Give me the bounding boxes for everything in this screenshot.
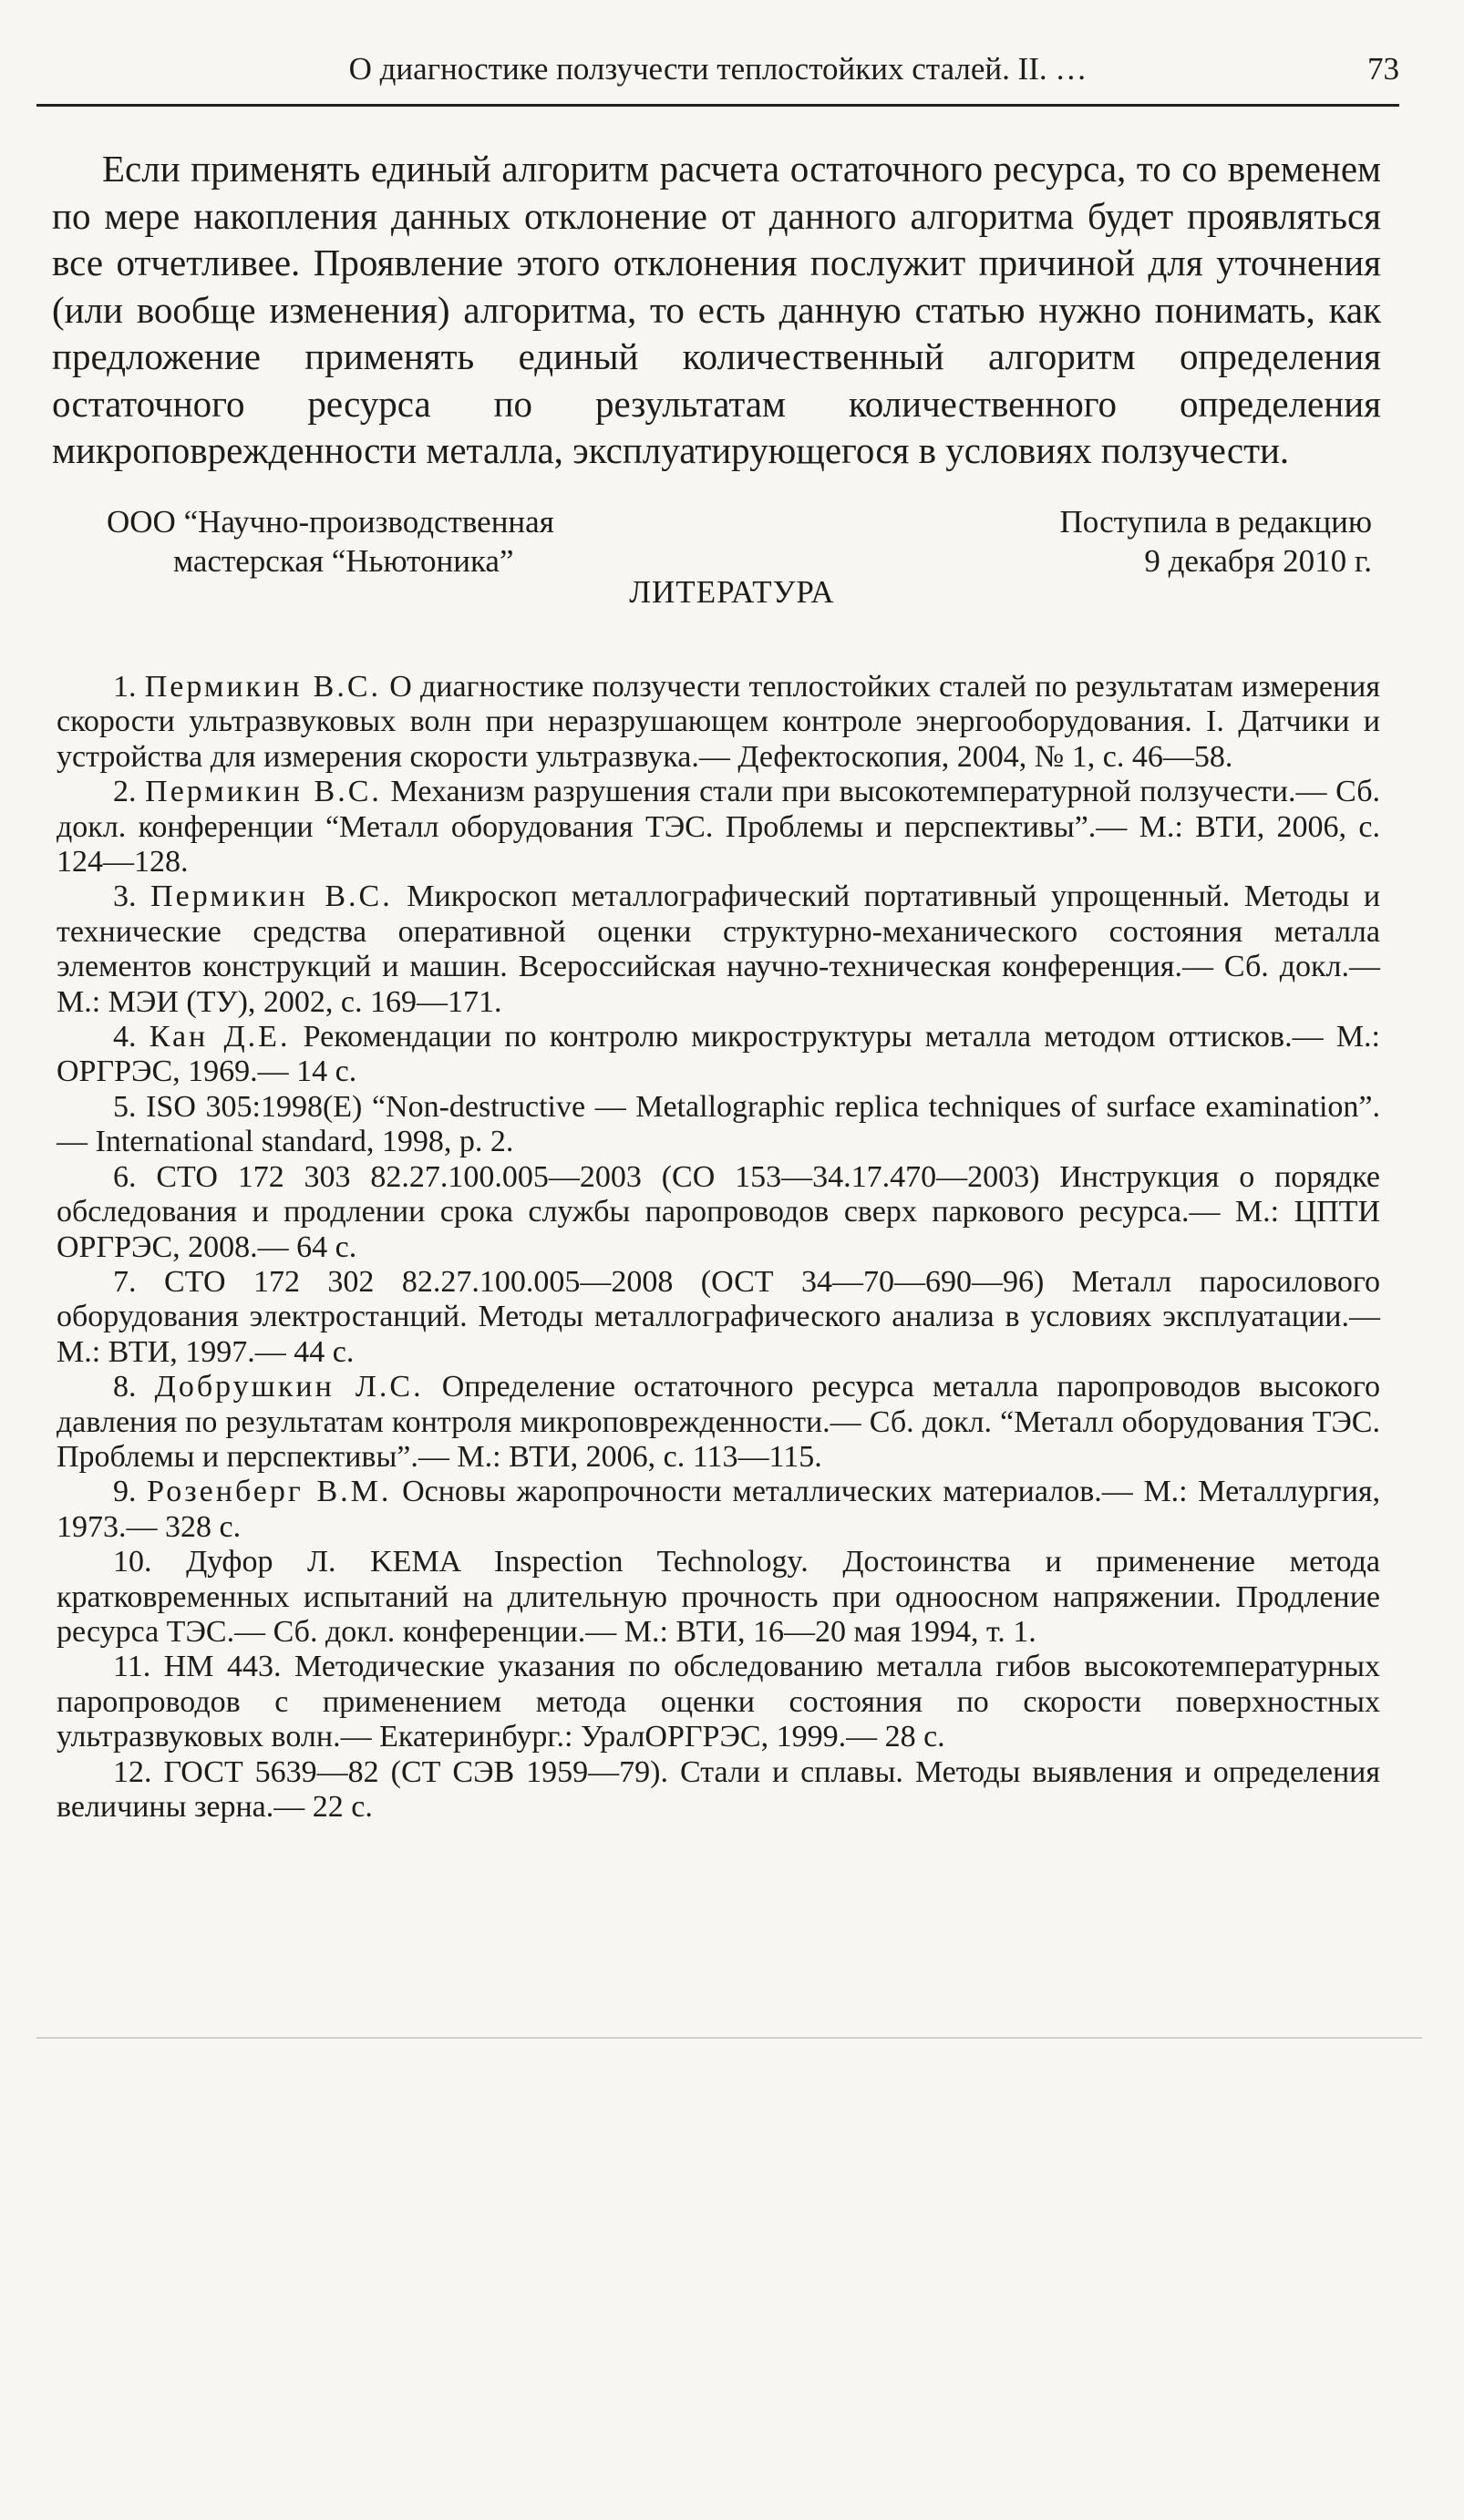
affiliation-line-2: мастерская “Ньютоника” xyxy=(173,543,514,579)
reference-number: 7. xyxy=(113,1264,164,1299)
reference-text: СТО 172 303 82.27.100.005—2003 (СО 153—34.17.470—2003) Инструкция о порядке обследования и продлении срока службы паропроводов сверх паркового ресурса.— М.: ЦПТИ ОРГРЭС, 2008.— 64 с. xyxy=(57,1159,1380,1264)
reference-list xyxy=(57,670,1380,1825)
reference-text: Дуфор Л. KEMA Inspection Technology. Достоинства и применение метода кратковременных испытаний на длительную прочность при одноосном напряжении. Продление ресурса ТЭС.— Сб. докл. конференции.— М.: ВТИ, 16—20 мая 1994, т. 1. xyxy=(57,1545,1380,1649)
reference-number: 5. xyxy=(113,1089,147,1124)
reference-item xyxy=(57,1475,1380,1545)
page-number: 73 xyxy=(1367,51,1399,87)
reference-text: Рекомендации по контролю микроструктуры металла методом оттисков.— М.: ОРГРЭС, 1969.— 14 с. xyxy=(57,1020,1380,1089)
reference-number: 11. xyxy=(113,1650,164,1684)
reference-item xyxy=(57,1265,1380,1370)
reference-text: ГОСТ 5639—82 (СТ СЭВ 1959—79). Стали и сплавы. Методы выявления и определения величины зерна.— 22 с. xyxy=(57,1754,1381,1824)
reference-text: НМ 443. Методические указания по обследованию металла гибов высокотемпературных паропроводов с применением метода оценки состояния по скорости поверхностных ультразвуковых волн.— Екатеринбург.: УралОРГРЭС, 1999.— 28 с. xyxy=(57,1650,1380,1754)
affiliation-line-1: ООО “Научно-производственная xyxy=(107,504,554,540)
reference-item xyxy=(57,1020,1380,1090)
reference-text: ISO 305:1998(E) “Non-destructive — Metallographic replica techniques of surface examination”.— International standard, 1998, p. 2. xyxy=(57,1089,1381,1159)
reference-item xyxy=(57,1545,1380,1650)
bleed-through-rule xyxy=(36,2037,1422,2039)
reference-author: Пермикин В.С. xyxy=(144,670,382,704)
reference-item xyxy=(57,1160,1380,1265)
reference-text: О диагностике ползучести теплостойких сталей по результатам измерения скорости ультразвуковых волн при неразрушающем контроле энергооборудования. I. Датчики и устройства для измерения скорости ультразвука.— Дефектоскопия, 2004, № 1, с. 46—58. xyxy=(57,670,1380,774)
references-heading: ЛИТЕРАТУРА xyxy=(629,574,835,610)
reference-author: Кан Д.Е. xyxy=(149,1020,291,1054)
received-line-1: Поступила в редакцию xyxy=(1059,504,1372,540)
reference-item xyxy=(57,1755,1380,1826)
received-line-2: 9 декабря 2010 г. xyxy=(1144,543,1372,579)
reference-item xyxy=(57,1370,1380,1475)
running-header xyxy=(36,51,1399,98)
reference-number: 4. xyxy=(113,1020,149,1054)
reference-author: Добрушкин Л.С. xyxy=(154,1370,424,1404)
reference-number: 6. xyxy=(113,1159,157,1194)
header-divider xyxy=(36,104,1399,107)
running-title: О диагностике ползучести теплостойких сталей. II. … xyxy=(348,51,1088,87)
reference-number: 2. xyxy=(113,775,146,809)
reference-number: 12. xyxy=(113,1754,164,1789)
affiliation-block xyxy=(107,502,554,581)
reference-number: 3. xyxy=(113,879,151,914)
reference-author: Розенберг В.М. xyxy=(147,1475,392,1509)
reference-item xyxy=(57,879,1380,1020)
reference-text: СТО 172 302 82.27.100.005—2008 (ОСТ 34—70—690—96) Металл паросилового оборудования электростанций. Методы металлографического анализа в условиях эксплуатации.— М.: ВТИ, 1997.— 44 с. xyxy=(57,1264,1380,1369)
reference-number: 10. xyxy=(113,1545,187,1579)
reference-number: 8. xyxy=(113,1370,155,1404)
reference-author: Пермикин В.С. xyxy=(145,775,382,809)
reference-text: Определение остаточного ресурса металла паропроводов высокого давления по результатам контроля микроповрежденности.— Сб. докл. “Металл оборудования ТЭС. Проблемы и перспективы”.— М.: ВТИ, 2006, с. 113—115. xyxy=(57,1370,1381,1474)
reference-text: Основы жаропрочности металлических материалов.— М.: Металлургия, 1973.— 328 с. xyxy=(57,1475,1381,1544)
received-date-block xyxy=(1059,502,1372,581)
conclusion-paragraph: Если применять единый алгоритм расчета остаточного ресурса, то со временем по мере накопления данных отклонение от данного алгоритма будет проявляться все отчетливее. Проявление этого отклонения послужит причиной для уточнения (или вообще изменения) алгоритма, то есть данную статью нужно понимать, как предложение применять единый количественный алгоритм определения остаточного ресурса по результатам количественного определения микроповрежденности металла, эксплуатирующегося в условиях ползучести. xyxy=(52,148,1381,471)
reference-item xyxy=(57,775,1380,879)
reference-number: 9. xyxy=(113,1475,148,1509)
reference-item xyxy=(57,1650,1380,1754)
reference-item xyxy=(57,1090,1380,1160)
reference-number: 1. xyxy=(113,670,145,704)
reference-author: Пермикин В.С. xyxy=(150,879,393,914)
reference-text: Механизм разрушения стали при высокотемпературной ползучести.— Сб. докл. конференции “Металл оборудования ТЭС. Проблемы и перспективы”.— М.: ВТИ, 2006, с. 124—128. xyxy=(57,775,1381,879)
reference-item xyxy=(57,670,1380,775)
reference-text: Микроскоп металлографический портативный упрощенный. Методы и технические средства оперативной оценки структурно-механического состояния металла элементов конструкций и машин. Всероссийская научно-техническая конференция.— Сб. докл.— М.: МЭИ (ТУ), 2002, с. 169—171. xyxy=(57,879,1381,1019)
